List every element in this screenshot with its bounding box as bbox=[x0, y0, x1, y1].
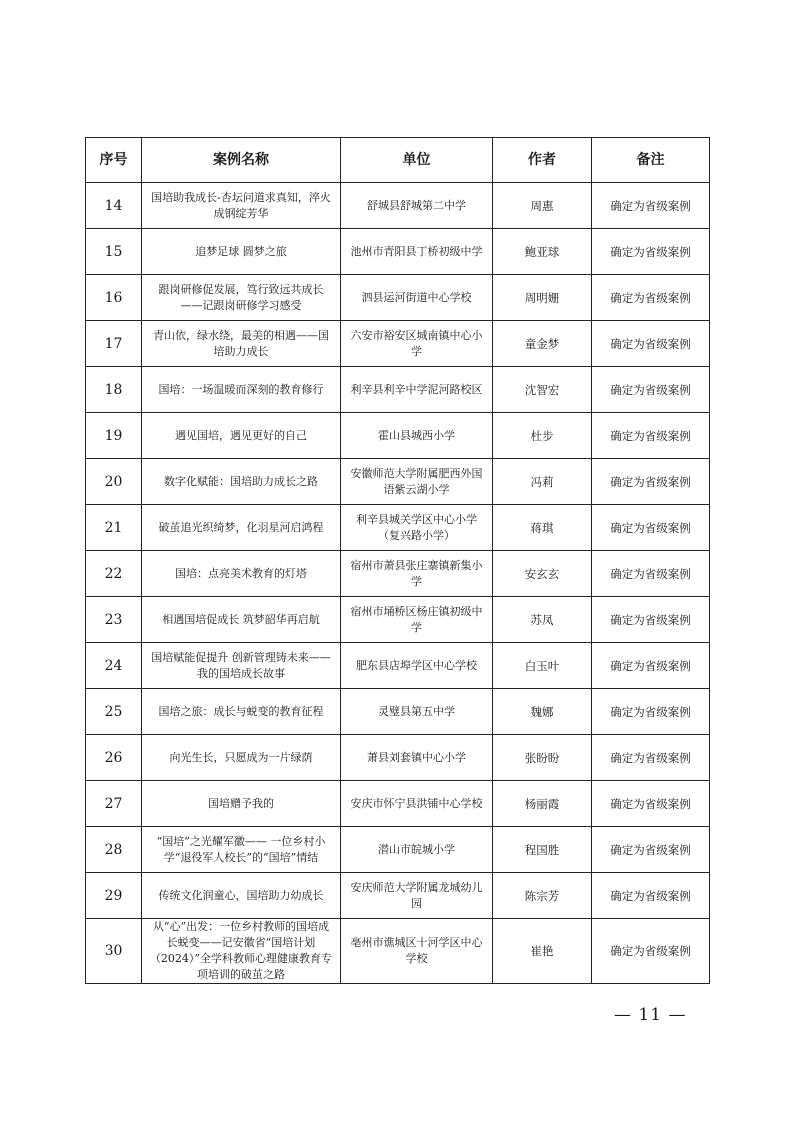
cell-author: 陈宗芳 bbox=[493, 873, 592, 919]
cell-title: 国培：点亮美术教育的灯塔 bbox=[142, 551, 341, 597]
cell-author: 杜步 bbox=[493, 413, 592, 459]
cell-unit: 安庆市怀宁县洪铺中心学校 bbox=[341, 781, 493, 827]
cell-title: 向光生长，只愿成为一片绿荫 bbox=[142, 735, 341, 781]
cell-no: 19 bbox=[86, 413, 142, 459]
header-unit: 单位 bbox=[341, 138, 493, 183]
cell-author: 杨丽霞 bbox=[493, 781, 592, 827]
cell-unit: 利辛县城关学区中心小学（复兴路小学） bbox=[341, 505, 493, 551]
cell-note: 确定为省级案例 bbox=[592, 597, 710, 643]
table-row bbox=[86, 229, 710, 275]
cell-title: 国培助我成长-杏坛问道求真知，淬火成钢绽芳华 bbox=[142, 183, 341, 229]
cell-title: 国培：一场温暖而深刻的教育修行 bbox=[142, 367, 341, 413]
cell-note: 确定为省级案例 bbox=[592, 413, 710, 459]
cell-title: 追梦足球 圆梦之旅 bbox=[142, 229, 341, 275]
cell-title: 破茧追光织绮梦，化羽星河启鸿程 bbox=[142, 505, 341, 551]
cell-note: 确定为省级案例 bbox=[592, 321, 710, 367]
cell-note: 确定为省级案例 bbox=[592, 919, 710, 984]
cell-note: 确定为省级案例 bbox=[592, 183, 710, 229]
table-row bbox=[86, 459, 710, 505]
cell-no: 24 bbox=[86, 643, 142, 689]
cell-note: 确定为省级案例 bbox=[592, 275, 710, 321]
cell-unit: 六安市裕安区城南镇中心小学 bbox=[341, 321, 493, 367]
cell-author: 张盼盼 bbox=[493, 735, 592, 781]
table-row bbox=[86, 367, 710, 413]
cell-unit: 霍山县城西小学 bbox=[341, 413, 493, 459]
cell-no: 28 bbox=[86, 827, 142, 873]
cell-author: 安玄玄 bbox=[493, 551, 592, 597]
table-row bbox=[86, 551, 710, 597]
header-author: 作者 bbox=[493, 138, 592, 183]
cell-title: 传统文化润童心，国培助力幼成长 bbox=[142, 873, 341, 919]
cell-note: 确定为省级案例 bbox=[592, 643, 710, 689]
header-title: 案例名称 bbox=[142, 138, 341, 183]
cell-author: 程国胜 bbox=[493, 827, 592, 873]
table-row bbox=[86, 735, 710, 781]
cell-author: 周惠 bbox=[493, 183, 592, 229]
table-row bbox=[86, 505, 710, 551]
cell-author: 周明姗 bbox=[493, 275, 592, 321]
cell-note: 确定为省级案例 bbox=[592, 827, 710, 873]
table-row bbox=[86, 321, 710, 367]
cell-no: 25 bbox=[86, 689, 142, 735]
cell-no: 21 bbox=[86, 505, 142, 551]
cell-unit: 宿州市埇桥区杨庄镇初级中学 bbox=[341, 597, 493, 643]
cell-no: 22 bbox=[86, 551, 142, 597]
table-row bbox=[86, 275, 710, 321]
cell-title: 从“心”出发：一位乡村教师的国培成长蜕变——记安徽省“国培计划（2024）”全学科教师心理健康教育专项培训的破茧之路 bbox=[142, 919, 341, 984]
cell-note: 确定为省级案例 bbox=[592, 781, 710, 827]
cell-unit: 安庆师范大学附属龙城幼儿园 bbox=[341, 873, 493, 919]
table-row bbox=[86, 413, 710, 459]
header-row bbox=[86, 138, 710, 183]
cell-author: 鲍亚球 bbox=[493, 229, 592, 275]
cell-title: 国培赠予我的 bbox=[142, 781, 341, 827]
header-no: 序号 bbox=[86, 138, 142, 183]
cell-title: 青山依，绿水绕，最美的相遇——国培助力成长 bbox=[142, 321, 341, 367]
cell-unit: 肥东县店埠学区中心学校 bbox=[341, 643, 493, 689]
cell-unit: 潜山市皖城小学 bbox=[341, 827, 493, 873]
cell-no: 18 bbox=[86, 367, 142, 413]
cell-no: 29 bbox=[86, 873, 142, 919]
cell-note: 确定为省级案例 bbox=[592, 551, 710, 597]
cell-no: 14 bbox=[86, 183, 142, 229]
cell-title: 跟岗研修促发展，笃行致远共成长——记跟岗研修学习感受 bbox=[142, 275, 341, 321]
cell-author: 白玉叶 bbox=[493, 643, 592, 689]
cell-no: 20 bbox=[86, 459, 142, 505]
cell-author: 魏娜 bbox=[493, 689, 592, 735]
cell-note: 确定为省级案例 bbox=[592, 459, 710, 505]
cell-author: 童金梦 bbox=[493, 321, 592, 367]
cell-note: 确定为省级案例 bbox=[592, 689, 710, 735]
page-number: — 11 — bbox=[614, 1005, 687, 1025]
cell-unit: 萧县刘套镇中心小学 bbox=[341, 735, 493, 781]
cell-title: 遇见国培，遇见更好的自己 bbox=[142, 413, 341, 459]
cell-no: 15 bbox=[86, 229, 142, 275]
cell-no: 30 bbox=[86, 919, 142, 984]
cell-author: 崔艳 bbox=[493, 919, 592, 984]
cell-title: 数字化赋能：国培助力成长之路 bbox=[142, 459, 341, 505]
cell-unit: 灵璧县第五中学 bbox=[341, 689, 493, 735]
cell-title: 国培赋能促提升 创新管理铸未来——我的国培成长故事 bbox=[142, 643, 341, 689]
cell-author: 苏凤 bbox=[493, 597, 592, 643]
cell-unit: 亳州市谯城区十河学区中心学校 bbox=[341, 919, 493, 984]
cell-note: 确定为省级案例 bbox=[592, 505, 710, 551]
cell-title: “国培”之光耀军徽—— 一位乡村小学“退役军人校长”的“国培”情结 bbox=[142, 827, 341, 873]
cell-no: 23 bbox=[86, 597, 142, 643]
cell-author: 冯莉 bbox=[493, 459, 592, 505]
cell-no: 27 bbox=[86, 781, 142, 827]
table-row bbox=[86, 827, 710, 873]
table-row bbox=[86, 781, 710, 827]
cell-no: 17 bbox=[86, 321, 142, 367]
cell-note: 确定为省级案例 bbox=[592, 873, 710, 919]
cell-unit: 泗县运河街道中心学校 bbox=[341, 275, 493, 321]
table-row bbox=[86, 689, 710, 735]
cell-unit: 池州市青阳县丁桥初级中学 bbox=[341, 229, 493, 275]
cell-note: 确定为省级案例 bbox=[592, 735, 710, 781]
cell-no: 26 bbox=[86, 735, 142, 781]
case-table bbox=[85, 137, 710, 984]
cell-unit: 安徽师范大学附属肥西外国语紫云湖小学 bbox=[341, 459, 493, 505]
table-row bbox=[86, 643, 710, 689]
table-row bbox=[86, 597, 710, 643]
cell-no: 16 bbox=[86, 275, 142, 321]
cell-note: 确定为省级案例 bbox=[592, 367, 710, 413]
header-note: 备注 bbox=[592, 138, 710, 183]
cell-author: 沈智宏 bbox=[493, 367, 592, 413]
table-row bbox=[86, 873, 710, 919]
cell-note: 确定为省级案例 bbox=[592, 229, 710, 275]
cell-unit: 利辛县利辛中学泥河路校区 bbox=[341, 367, 493, 413]
cell-unit: 宿州市萧县张庄寨镇新集小学 bbox=[341, 551, 493, 597]
table-row bbox=[86, 919, 710, 984]
cell-author: 蒋琪 bbox=[493, 505, 592, 551]
table-row bbox=[86, 183, 710, 229]
cell-title: 国培之旅：成长与蜕变的教育征程 bbox=[142, 689, 341, 735]
cell-title: 相遇国培促成长 筑梦韶华再启航 bbox=[142, 597, 341, 643]
cell-unit: 舒城县舒城第二中学 bbox=[341, 183, 493, 229]
